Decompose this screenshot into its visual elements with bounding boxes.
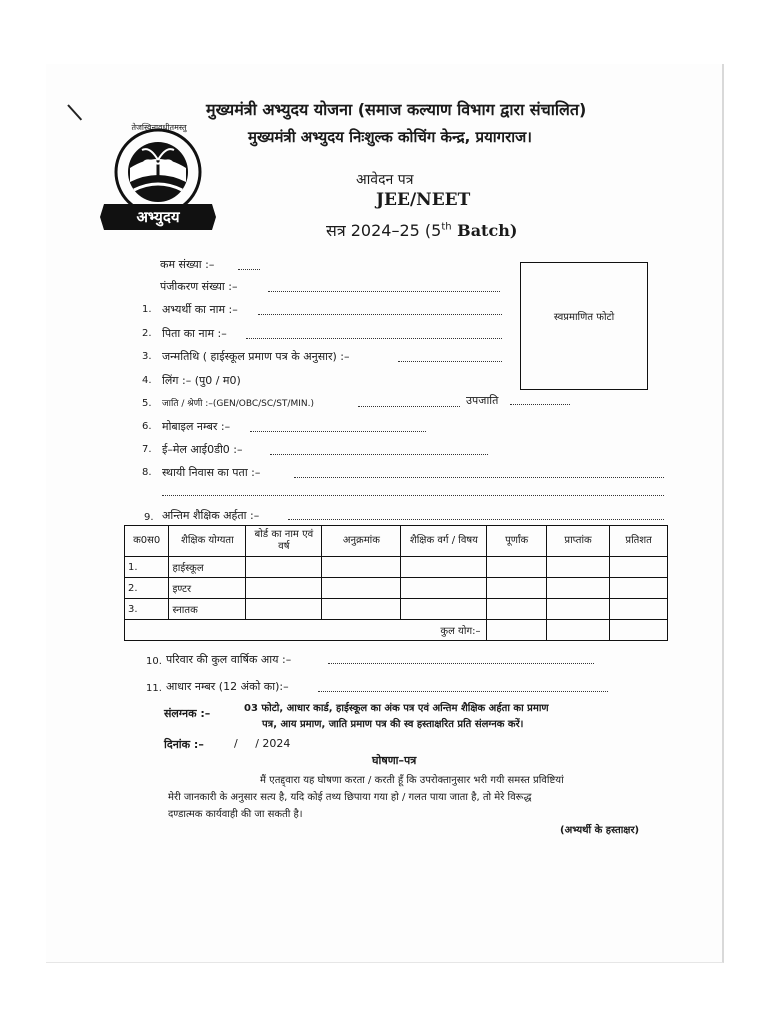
email-field[interactable] bbox=[270, 453, 488, 455]
table-cell: 3. bbox=[125, 599, 169, 620]
table-header: शैक्षिक वर्ग / विषय bbox=[401, 526, 487, 557]
logo-arc-text: तेजस्विनावधीतमस्तु bbox=[131, 123, 187, 132]
table-header: पूर्णांक bbox=[487, 526, 546, 557]
table-header: अनुक्रमांक bbox=[322, 526, 401, 557]
field-number: 7. bbox=[142, 444, 152, 455]
registration-field[interactable] bbox=[268, 290, 500, 292]
mobile-label: मोबाइल नम्बर :– bbox=[162, 420, 231, 433]
table-cell[interactable] bbox=[546, 557, 609, 578]
table-cell[interactable] bbox=[487, 578, 546, 599]
address-field[interactable] bbox=[294, 476, 664, 478]
qualification-table bbox=[124, 525, 668, 641]
field-number: 2. bbox=[142, 328, 152, 339]
declaration-line2: मेरी जानकारी के अनुसार सत्य है, यदि कोई तथ्य छिपाया गया हो / गलत पाया जाता है, तो मेरे विरूद्ध bbox=[168, 792, 532, 803]
declaration-line3: दण्डात्मक कार्यवाही की जा सकती है। bbox=[168, 809, 303, 820]
aadhaar-label: आधार नम्बर (12 अंको का):– bbox=[166, 680, 289, 693]
table-cell: 2. bbox=[125, 578, 169, 599]
dob-label: जन्मतिथि ( हाईस्कूल प्रमाण पत्र के अनुसार) :– bbox=[162, 350, 350, 363]
table-header-row bbox=[125, 526, 668, 557]
form-title: आवेदन पत्र bbox=[356, 172, 414, 188]
field-number: 5. bbox=[142, 398, 152, 409]
table-cell[interactable] bbox=[546, 578, 609, 599]
table-cell: इण्टर bbox=[169, 578, 246, 599]
table-header: क0स0 bbox=[125, 526, 169, 557]
table-header: बोर्ड का नाम एवं वर्ष bbox=[246, 526, 322, 557]
qualification-field[interactable] bbox=[288, 518, 664, 520]
field-number: 1. bbox=[142, 304, 152, 315]
serial-label: कम संख्या :– bbox=[160, 258, 215, 271]
field-number: 8. bbox=[142, 467, 152, 478]
photo-box[interactable] bbox=[520, 262, 648, 390]
table-cell[interactable] bbox=[322, 599, 401, 620]
table-total-row bbox=[125, 620, 668, 641]
email-label: ई–मेल आई0डी0 :– bbox=[162, 443, 243, 456]
table-cell[interactable] bbox=[546, 599, 609, 620]
field-number: 3. bbox=[142, 351, 152, 362]
candidate-name-label: अभ्यर्थी का नाम :– bbox=[162, 303, 238, 316]
signature-label: (अभ्यर्थी के हस्ताक्षर) bbox=[560, 825, 640, 836]
table-cell[interactable] bbox=[322, 557, 401, 578]
field-number: 10. bbox=[146, 656, 162, 667]
table-header: शैक्षिक योग्यता bbox=[169, 526, 246, 557]
table-cell[interactable] bbox=[610, 620, 668, 641]
dob-field[interactable] bbox=[398, 360, 502, 362]
table-cell[interactable] bbox=[246, 557, 322, 578]
subcaste-field[interactable] bbox=[510, 403, 570, 405]
table-cell[interactable] bbox=[246, 599, 322, 620]
declaration-title: घोषणा–पत्र bbox=[372, 754, 417, 767]
table-cell: स्नातक bbox=[169, 599, 246, 620]
table-cell[interactable] bbox=[610, 599, 668, 620]
field-number: 11. bbox=[146, 683, 162, 694]
enclosure-label: संलग्नक :– bbox=[164, 707, 211, 720]
enclosure-line2: पत्र, आय प्रमाण, जाति प्रमाण पत्र की स्व हस्ताक्षरित प्रति संलग्नक करें। bbox=[262, 719, 524, 730]
total-label: कुल योग:– bbox=[125, 620, 487, 641]
session-title: सत्र 2024–25 (5th Batch) bbox=[326, 221, 518, 240]
table-header: प्रतिशत bbox=[610, 526, 668, 557]
table-cell[interactable] bbox=[610, 578, 668, 599]
logo-banner-text: अभ्युदय bbox=[136, 208, 180, 226]
father-name-field[interactable] bbox=[246, 337, 502, 339]
field-number: 6. bbox=[142, 421, 152, 432]
date-value: / / 2024 bbox=[234, 737, 291, 750]
gender-label: लिंग :– (पु0 / म0) bbox=[162, 374, 241, 387]
table-row bbox=[125, 578, 668, 599]
table-cell[interactable] bbox=[610, 557, 668, 578]
qualification-label: अन्तिम शैक्षिक अर्हता :– bbox=[162, 509, 260, 522]
field-number: 4. bbox=[142, 375, 152, 386]
enclosure-line1: 03 फोटो, आधार कार्ड, हाईस्कूल का अंक पत्र एवं अन्तिम शैक्षिक अर्हता का प्रमाण bbox=[244, 703, 549, 714]
photo-box-label: स्वप्रमाणित फोटो bbox=[553, 312, 615, 323]
table-header: प्राप्तांक bbox=[546, 526, 609, 557]
table-cell[interactable] bbox=[546, 620, 609, 641]
category-label: जाति / श्रेणी :–(GEN/OBC/SC/ST/MIN.) bbox=[162, 399, 314, 409]
income-label: परिवार की कुल वार्षिक आय :– bbox=[166, 653, 292, 666]
address-field-line2[interactable] bbox=[162, 494, 664, 496]
table-cell[interactable] bbox=[401, 557, 487, 578]
category-field[interactable] bbox=[358, 405, 460, 407]
address-label: स्थायी निवास का पता :– bbox=[162, 466, 261, 479]
declaration-line1: मैं एतद्द्वारा यह घोषणा करता / करती हूँ कि उपरोक्तानुसार भरी गयी समस्त प्रविष्टियां bbox=[260, 775, 564, 786]
centre-title: मुख्यमंत्री अभ्युदय निःशुल्क कोचिंग केन्द्र, प्रयागराज। bbox=[248, 128, 532, 146]
table-cell[interactable] bbox=[487, 599, 546, 620]
table-cell[interactable] bbox=[401, 578, 487, 599]
mobile-field[interactable] bbox=[250, 430, 426, 432]
table-cell[interactable] bbox=[246, 578, 322, 599]
serial-field[interactable] bbox=[238, 268, 260, 270]
table-row bbox=[125, 599, 668, 620]
table-cell: 1. bbox=[125, 557, 169, 578]
table-cell[interactable] bbox=[322, 578, 401, 599]
table-cell[interactable] bbox=[487, 620, 546, 641]
table-cell[interactable] bbox=[487, 557, 546, 578]
table-cell: हाईस्कूल bbox=[169, 557, 246, 578]
table-row bbox=[125, 557, 668, 578]
field-number: 9. bbox=[144, 512, 154, 523]
date-label: दिनांक :– bbox=[164, 738, 204, 751]
exam-title: JEE/NEET bbox=[376, 190, 471, 210]
income-field[interactable] bbox=[328, 662, 594, 664]
registration-label: पंजीकरण संख्या :– bbox=[160, 280, 238, 293]
father-name-label: पिता का नाम :– bbox=[162, 327, 227, 340]
table-cell[interactable] bbox=[401, 599, 487, 620]
subcaste-label: उपजाति bbox=[466, 394, 499, 407]
scheme-title: मुख्यमंत्री अभ्युदय योजना (समाज कल्याण विभाग द्वारा संचालित) bbox=[206, 100, 587, 119]
candidate-name-field[interactable] bbox=[258, 313, 502, 315]
aadhaar-field[interactable] bbox=[318, 690, 608, 692]
